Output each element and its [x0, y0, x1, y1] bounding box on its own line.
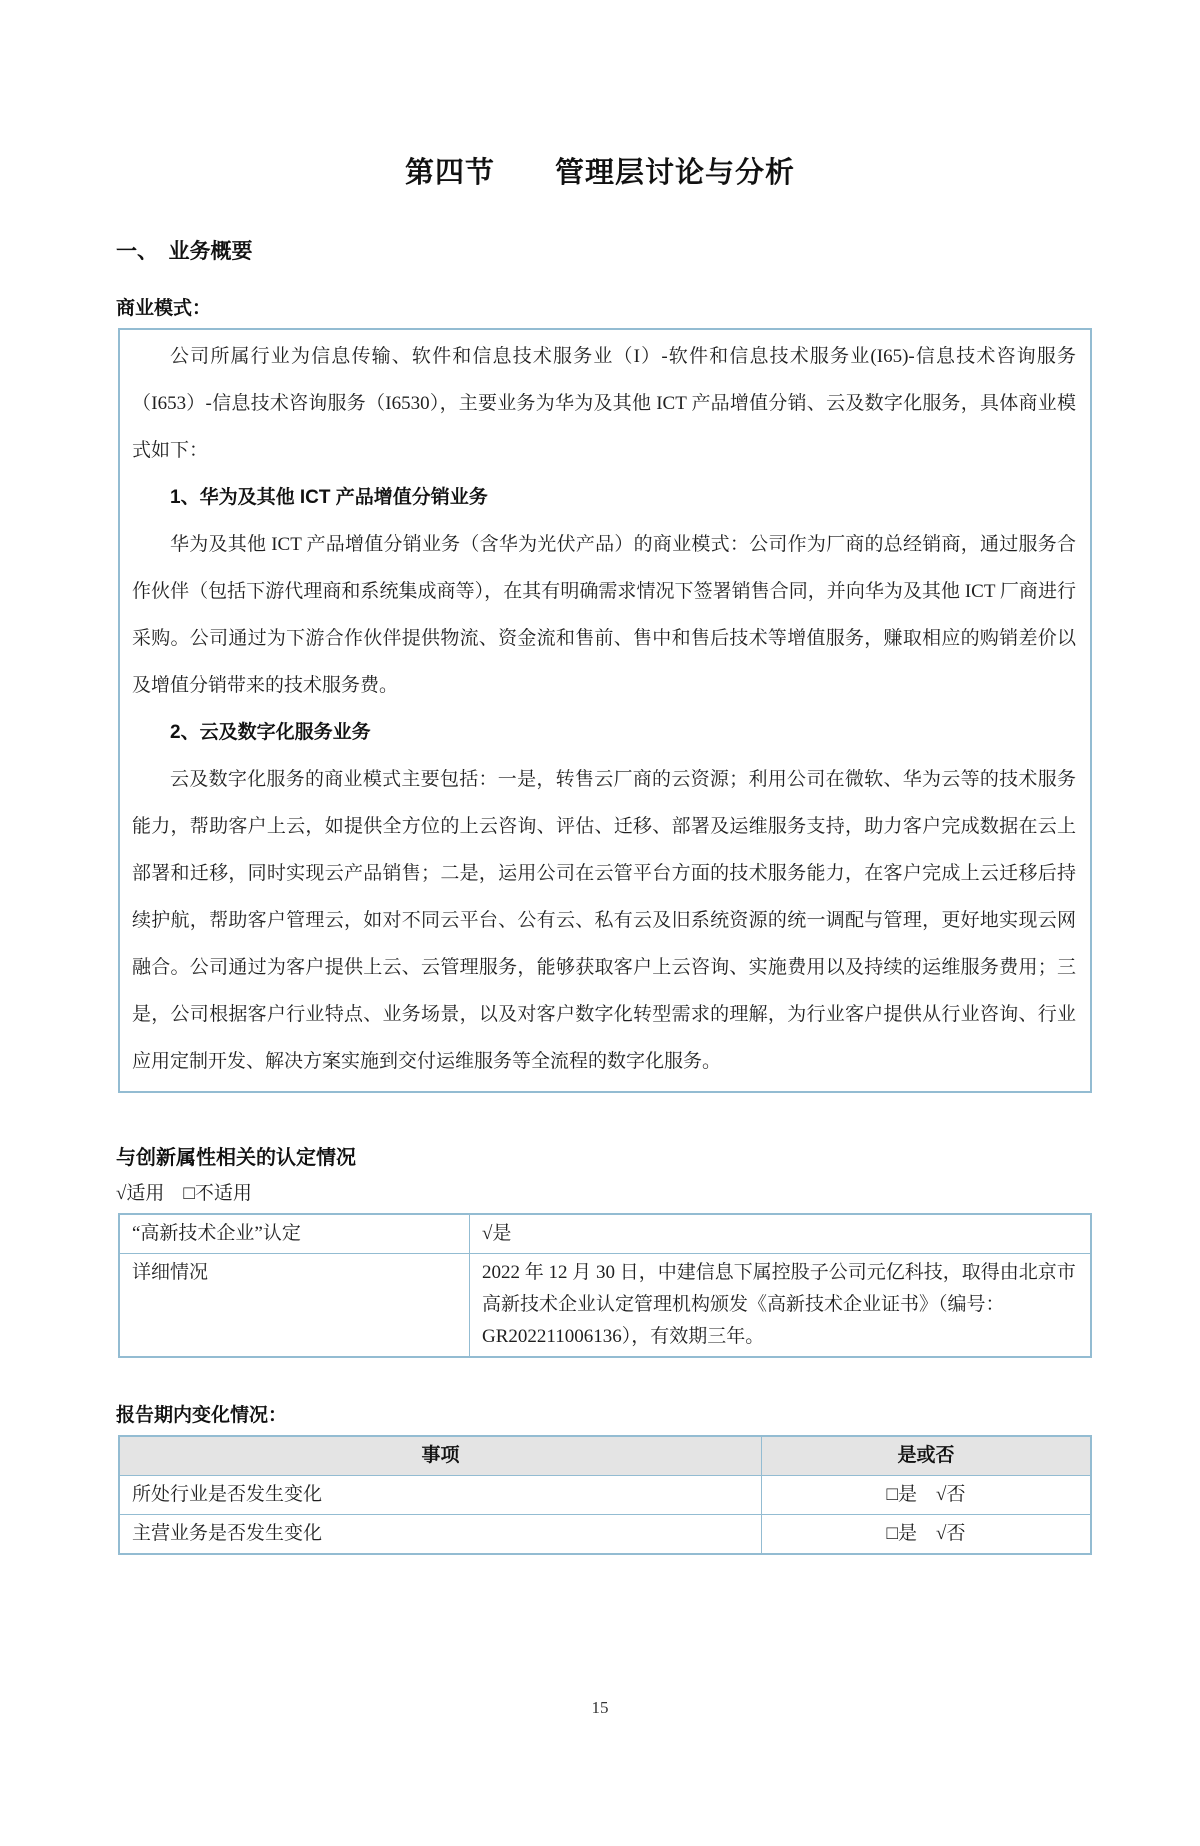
business-model-box: [118, 328, 1092, 1093]
document-page: [0, 150, 1200, 1846]
changes-row1-item: 所处行业是否发生变化: [119, 1476, 762, 1515]
innovation-row1-value: √是: [470, 1214, 1092, 1254]
table-row: [119, 1515, 1091, 1555]
innovation-section-heading: 与创新属性相关的认定情况: [116, 1147, 356, 1169]
table-row: [119, 1476, 1091, 1515]
changes-row1-answer: □是 √否: [762, 1476, 1092, 1515]
table-row: [119, 1214, 1091, 1254]
business-paragraph-1: 公司所属行业为信息传输、软件和信息技术服务业（I）-软件和信息技术服务业(I65)-信息技术咨询服务（I653）-信息技术咨询服务（I6530），主要业务为华为及其他 ICT 产品增值分销、云及数字化服务，具体商业模式如下：: [132, 346, 1076, 461]
changes-section-heading: 报告期内变化情况：: [116, 1405, 288, 1426]
innovation-row1-label: “高新技术企业”认定: [119, 1214, 470, 1254]
changes-table: [118, 1435, 1092, 1555]
section-heading: 一、 业务概要: [116, 240, 253, 263]
page-number: 15: [591, 1698, 609, 1717]
changes-row2-item: 主营业务是否发生变化: [119, 1515, 762, 1555]
innovation-row2-value: 2022 年 12 月 30 日，中建信息下属控股子公司元亿科技，取得由北京市高新技术企业认定管理机构颁发《高新技术企业证书》（编号：GR202211006136），有效期三年。: [470, 1254, 1092, 1358]
business-paragraph-3: 云及数字化服务的商业模式主要包括：一是，转售云厂商的云资源；利用公司在微软、华为云等的技术服务能力，帮助客户上云，如提供全方位的上云咨询、评估、迁移、部署及运维服务支持，助力客户完成数据在云上部署和迁移，同时实现云产品销售；二是，运用公司在云管平台方面的技术服务能力，在客户完成上云迁移后持续护航，帮助客户管理云，如对不同云平台、公有云、私有云及旧系统资源的统一调配与管理，更好地实现云网融合。公司通过为客户提供上云、云管理服务，能够获取客户上云咨询、实施费用以及持续的运维服务费用；三是，公司根据客户行业特点、业务场景，以及对客户数字化转型需求的理解，为行业客户提供从行业咨询、行业应用定制开发、解决方案实施到交付运维服务等全流程的数字化服务。: [132, 769, 1076, 1072]
applicability-checkline: √适用 □不适用: [116, 1183, 252, 1204]
business-subheading-1: 1、华为及其他 ICT 产品增值分销业务: [170, 487, 488, 508]
changes-row2-answer: □是 √否: [762, 1515, 1092, 1555]
innovation-row2-label: 详细情况: [119, 1254, 470, 1358]
table-header-row: [119, 1436, 1091, 1476]
changes-header-yesno: 是或否: [762, 1436, 1092, 1476]
table-row: [119, 1254, 1091, 1358]
page-title: 第四节 管理层讨论与分析: [404, 157, 795, 189]
business-paragraph-2: 华为及其他 ICT 产品增值分销业务（含华为光伏产品）的商业模式：公司作为厂商的总经销商，通过服务合作伙伴（包括下游代理商和系统集成商等），在其有明确需求情况下签署销售合同，并向华为及其他 ICT 厂商进行采购。公司通过为下游合作伙伴提供物流、资金流和售前、售中和售后技术等增值服务，赚取相应的购销差价以及增值分销带来的技术服务费。: [132, 534, 1076, 696]
innovation-table: [118, 1213, 1092, 1358]
business-model-label: 商业模式：: [116, 298, 212, 319]
changes-header-item: 事项: [119, 1436, 762, 1476]
business-subheading-2: 2、云及数字化服务业务: [170, 722, 371, 743]
